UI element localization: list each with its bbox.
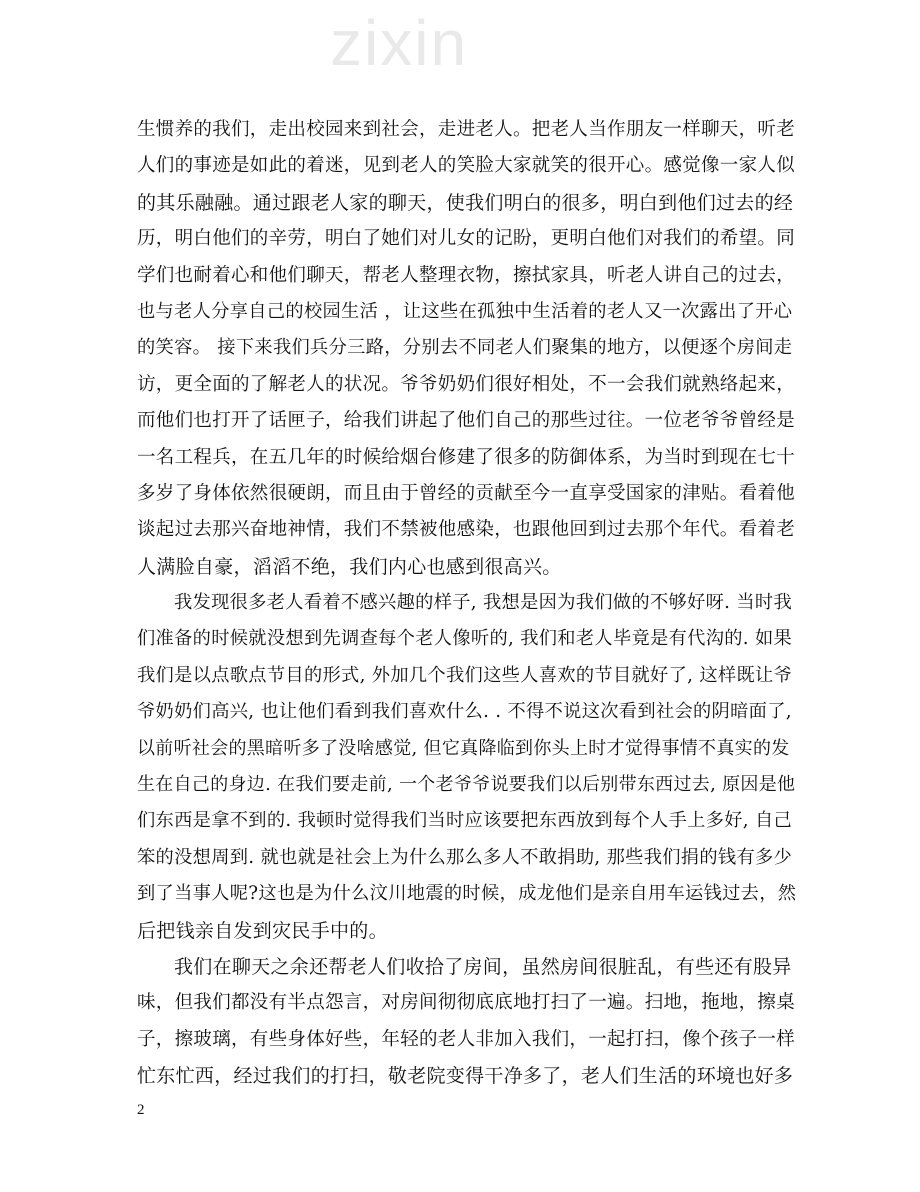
text-line: 忙东忙西，经过我们的打扫，敬老院变得干净多了，老人们生活的环境也好多: [137, 1065, 794, 1088]
text-line: 人们的事迹是如此的着迷，见到老人的笑脸大家就笑的很开心。感觉像一家人似: [137, 155, 796, 177]
text-line: 以前听社会的黑暗听多了没啥感觉, 但它真降临到你头上时才觉得事情不真实的发: [137, 737, 790, 759]
text-line: 子，擦玻璃，有些身体好些，年轻的老人非加入我们，一起打扫，像个孩子一样: [137, 1028, 796, 1050]
text-line: 的笑容。 接下来我们兵分三路，分别去不同老人们聚集的地方，以便逐个房间走: [137, 337, 793, 359]
text-line: 们准备的时候就没想到先调查每个老人像听的, 我们和老人毕竟是有代沟的. 如果: [137, 628, 793, 650]
text-line: 笨的没想周到. 就也就是社会上为什么那么多人不敢捐助, 那些我们捐的钱有多少: [137, 846, 793, 868]
watermark: zixin: [330, 7, 469, 79]
body-text: [137, 112, 797, 1095]
text-line: 多岁了身体依然很硬朗，而且由于曾经的贡献至今一直享受国家的津贴。看着他: [137, 482, 796, 504]
text-line: 学们也耐着心和他们聊天，帮老人整理衣物，擦拭家具，听老人讲自己的过去，: [137, 264, 796, 286]
text-line: 到了当事人呢?这也是为什么汶川地震的时候，成龙他们是亲自用车运钱过去，然: [137, 883, 797, 905]
page-number: 2: [137, 1102, 145, 1118]
text-line: 生惯养的我们，走出校园来到社会，走进老人。把老人当作朋友一样聊天，听老: [137, 119, 796, 140]
text-line: 一名工程兵，在五几年的时候给烟台修建了很多的防御体系，为当时到现在七十: [137, 446, 796, 468]
text-line: 访，更全面的了解老人的状况。爷爷奶奶们很好相处，不一会我们就熟络起来，: [137, 373, 796, 395]
text-line: 我发现很多老人看着不感兴趣的样子, 我想是因为我们做的不够好呀. 当时我: [174, 592, 793, 614]
text-line: 人满脸自豪，滔滔不绝，我们内心也感到很高兴。: [137, 555, 562, 578]
text-line: 而他们也打开了话匣子，给我们讲起了他们自己的那些过往。一位老爷爷曾经是: [137, 410, 796, 432]
text-line: 谈起过去那兴奋地神情，我们不禁被他感染，也跟他回到过去那个年代。看着老: [137, 519, 796, 541]
text-line: 我们在聊天之余还帮老人们收拾了房间，虽然房间很脏乱，有些还有股异: [174, 955, 792, 978]
text-line: 后把钱亲自发到灾民手中的。: [137, 919, 388, 942]
text-line: 味，但我们都没有半点怨言，对房间彻彻底底地打扫了一遍。扫地，拖地，擦桌: [137, 992, 796, 1014]
text-line: 也与老人分享自己的校园生活 ，让这些在孤独中生活着的老人又一次露出了开心: [137, 300, 793, 322]
text-line: 的其乐融融。通过跟老人家的聊天，使我们明白的很多，明白到他们过去的经: [137, 191, 794, 214]
text-line: 爷奶奶们高兴, 也让他们看到我们喜欢什么. . 不得不说这次看到社会的阴暗面了,: [137, 701, 792, 723]
text-line: 历，明白他们的辛劳，明白了她们对儿女的记盼，更明白他们对我们的希望。同: [137, 228, 796, 250]
text-line: 们东西是拿不到的. 我顿时觉得我们当时应该要把东西放到每个人手上多好, 自己: [137, 810, 793, 832]
text-line: 生在自己的身边. 在我们要走前, 一个老爷爷说要我们以后别带东西过去, 原因是他: [137, 774, 796, 796]
text-line: 我们是以点歌点节目的形式, 外加几个我们这些人喜欢的节目就好了, 这样既让爷: [137, 664, 793, 686]
